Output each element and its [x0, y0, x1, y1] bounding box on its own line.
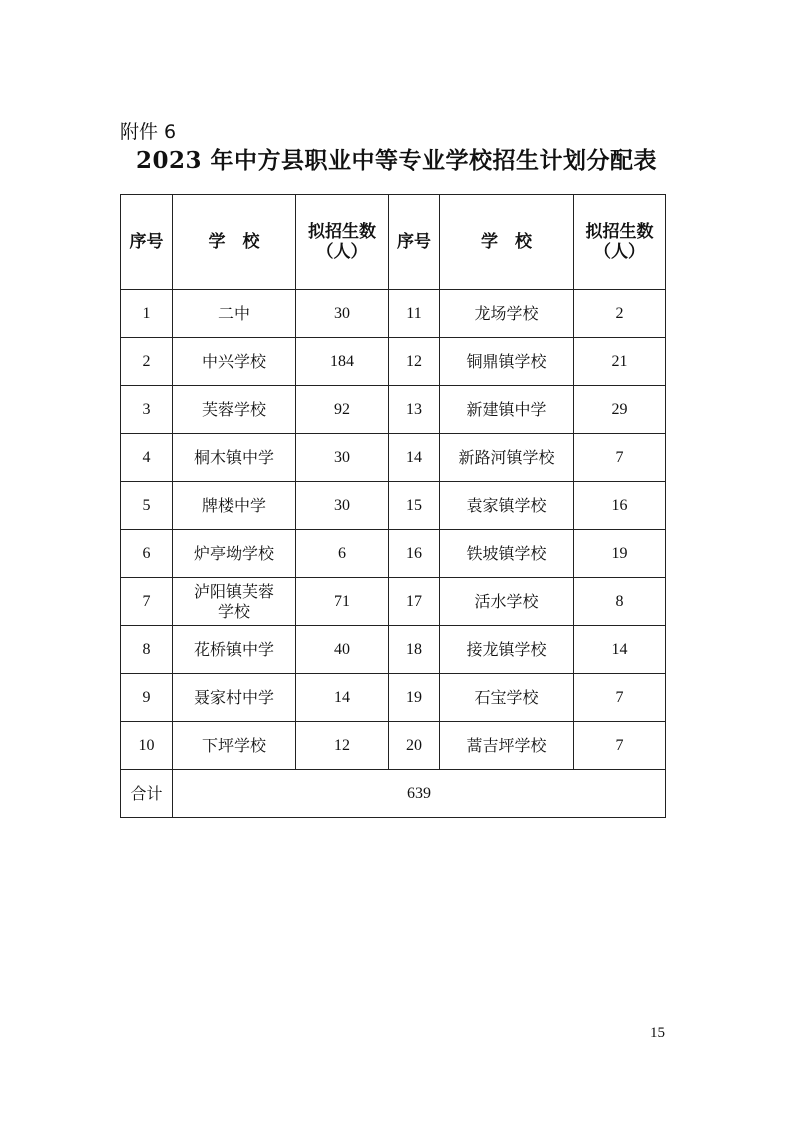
header-quota-right [574, 195, 666, 290]
seq-cell: 4 [121, 434, 173, 482]
header-quota-line2: （人） [316, 242, 368, 262]
school-cell: 活水学校 [440, 578, 574, 626]
quota-cell: 7 [574, 674, 666, 722]
quota-cell: 6 [296, 530, 389, 578]
seq-cell: 2 [121, 338, 173, 386]
seq-cell: 8 [121, 626, 173, 674]
page-title: 2023 年中方县职业中等专业学校招生计划分配表 [135, 147, 658, 174]
school-cell: 新建镇中学 [440, 386, 574, 434]
quota-cell: 7 [574, 434, 666, 482]
school-cell: 二中 [173, 290, 296, 338]
seq-cell: 15 [389, 482, 440, 530]
seq-cell: 19 [389, 674, 440, 722]
school-cell: 桐木镇中学 [173, 434, 296, 482]
header-quota-left [296, 195, 389, 290]
seq-cell: 14 [389, 434, 440, 482]
total-row [121, 770, 666, 818]
table-row [121, 626, 666, 674]
school-cell: 袁家镇学校 [440, 482, 574, 530]
quota-cell: 21 [574, 338, 666, 386]
table-row [121, 386, 666, 434]
total-value: 639 [173, 770, 666, 818]
quota-cell: 30 [296, 290, 389, 338]
table-row [121, 434, 666, 482]
quota-cell: 92 [296, 386, 389, 434]
school-cell: 新路河镇学校 [440, 434, 574, 482]
school-cell: 石宝学校 [440, 674, 574, 722]
quota-cell: 30 [296, 482, 389, 530]
school-cell: 泸阳镇芙蓉学校 [173, 578, 296, 626]
header-quota-line2: （人） [594, 242, 645, 262]
table-row [121, 290, 666, 338]
seq-cell: 17 [389, 578, 440, 626]
enrollment-plan-table [120, 194, 666, 818]
quota-cell: 16 [574, 482, 666, 530]
seq-cell: 9 [121, 674, 173, 722]
table-row [121, 482, 666, 530]
total-label: 合计 [121, 770, 173, 818]
quota-cell: 14 [574, 626, 666, 674]
header-seq-right: 序号 [389, 195, 440, 290]
table-row [121, 530, 666, 578]
seq-cell: 3 [121, 386, 173, 434]
school-cell: 铜鼎镇学校 [440, 338, 574, 386]
quota-cell: 30 [296, 434, 389, 482]
quota-cell: 71 [296, 578, 389, 626]
seq-cell: 13 [389, 386, 440, 434]
table-row [121, 722, 666, 770]
seq-cell: 20 [389, 722, 440, 770]
school-cell: 下坪学校 [173, 722, 296, 770]
quota-cell: 7 [574, 722, 666, 770]
quota-cell: 12 [296, 722, 389, 770]
school-cell: 芙蓉学校 [173, 386, 296, 434]
school-cell: 花桥镇中学 [173, 626, 296, 674]
seq-cell: 1 [121, 290, 173, 338]
quota-cell: 184 [296, 338, 389, 386]
school-cell: 龙场学校 [440, 290, 574, 338]
quota-cell: 8 [574, 578, 666, 626]
table-row [121, 338, 666, 386]
table-row [121, 578, 666, 626]
header-quota-line1: 拟招生数 [308, 222, 376, 242]
school-cell: 蒿吉坪学校 [440, 722, 574, 770]
seq-cell: 11 [389, 290, 440, 338]
quota-cell: 19 [574, 530, 666, 578]
table-body [121, 290, 666, 818]
seq-cell: 7 [121, 578, 173, 626]
school-cell: 牌楼中学 [173, 482, 296, 530]
quota-cell: 2 [574, 290, 666, 338]
page-number: 15 [650, 1025, 665, 1041]
header-school-left: 学 校 [173, 195, 296, 290]
seq-cell: 16 [389, 530, 440, 578]
seq-cell: 10 [121, 722, 173, 770]
quota-cell: 14 [296, 674, 389, 722]
table-row [121, 674, 666, 722]
school-cell: 中兴学校 [173, 338, 296, 386]
seq-cell: 12 [389, 338, 440, 386]
header-seq-left: 序号 [121, 195, 173, 290]
table-header-row [121, 195, 666, 290]
quota-cell: 29 [574, 386, 666, 434]
seq-cell: 6 [121, 530, 173, 578]
school-cell: 炉亭坳学校 [173, 530, 296, 578]
header-school-right: 学 校 [440, 195, 574, 290]
school-cell: 铁坡镇学校 [440, 530, 574, 578]
school-cell: 聂家村中学 [173, 674, 296, 722]
header-quota-line1: 拟招生数 [585, 222, 654, 242]
school-cell: 接龙镇学校 [440, 626, 574, 674]
attachment-label: 附件 6 [120, 121, 177, 143]
seq-cell: 5 [121, 482, 173, 530]
seq-cell: 18 [389, 626, 440, 674]
quota-cell: 40 [296, 626, 389, 674]
